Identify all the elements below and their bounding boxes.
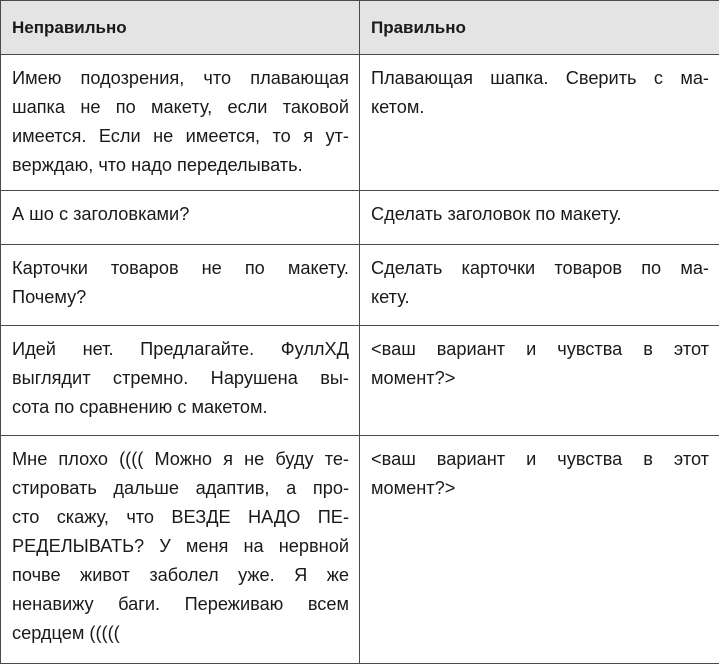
cell-wrong (1, 436, 360, 664)
cell-line: имеется. Если не имеется, то я ут- (12, 122, 349, 151)
cell-line: момент?> (371, 364, 709, 393)
cell-right (360, 326, 719, 436)
cell-line: Почему? (12, 283, 349, 312)
header-wrong: Неправильно (1, 1, 360, 55)
cell-line: РЕДЕЛЫВАТЬ? У меня на нервной (12, 532, 349, 561)
cell-line: А шо с заголовками? (12, 200, 349, 229)
cell-right (360, 55, 719, 191)
cell-line: Мне плохо (((( Можно я не буду те- (12, 445, 349, 474)
cell-line: Карточки товаров не по макету. (12, 254, 349, 283)
cell-line: шапка не по макету, если таковой (12, 93, 349, 122)
cell-line: Сделать заголовок по макету. (371, 200, 709, 229)
cell-wrong (1, 245, 360, 326)
cell-line: Идей нет. Предлагайте. ФуллХД (12, 335, 349, 364)
table-header-row (1, 1, 719, 55)
table-row (1, 326, 719, 436)
cell-line: стировать дальше адаптив, а про- (12, 474, 349, 503)
table-row (1, 245, 719, 326)
cell-right (360, 245, 719, 326)
cell-line: Плавающая шапка. Сверить с ма- (371, 64, 709, 93)
table-row (1, 436, 719, 664)
cell-line: кетом. (371, 93, 709, 122)
table-row (1, 191, 719, 245)
cell-line: выглядит стремно. Нарушена вы- (12, 364, 349, 393)
cell-line: верждаю, что надо переделывать. (12, 151, 349, 180)
cell-line: кету. (371, 283, 709, 312)
cell-line: сто скажу, что ВЕЗДЕ НАДО ПЕ- (12, 503, 349, 532)
header-right: Правильно (360, 1, 719, 55)
cell-wrong (1, 55, 360, 191)
cell-line: сердцем ((((( (12, 619, 349, 648)
cell-line: Имею подозрения, что плавающая (12, 64, 349, 93)
cell-line: Сделать карточки товаров по ма- (371, 254, 709, 283)
cell-line: сота по сравнению с макетом. (12, 393, 349, 422)
cell-right (360, 191, 719, 245)
table-row (1, 55, 719, 191)
cell-line: момент?> (371, 474, 709, 503)
cell-line: <ваш вариант и чувства в этот (371, 445, 709, 474)
cell-line: почве живот заболел уже. Я же (12, 561, 349, 590)
cell-wrong (1, 191, 360, 245)
cell-wrong (1, 326, 360, 436)
cell-right (360, 436, 719, 664)
cell-line: ненавижу баги. Переживаю всем (12, 590, 349, 619)
cell-line: <ваш вариант и чувства в этот (371, 335, 709, 364)
